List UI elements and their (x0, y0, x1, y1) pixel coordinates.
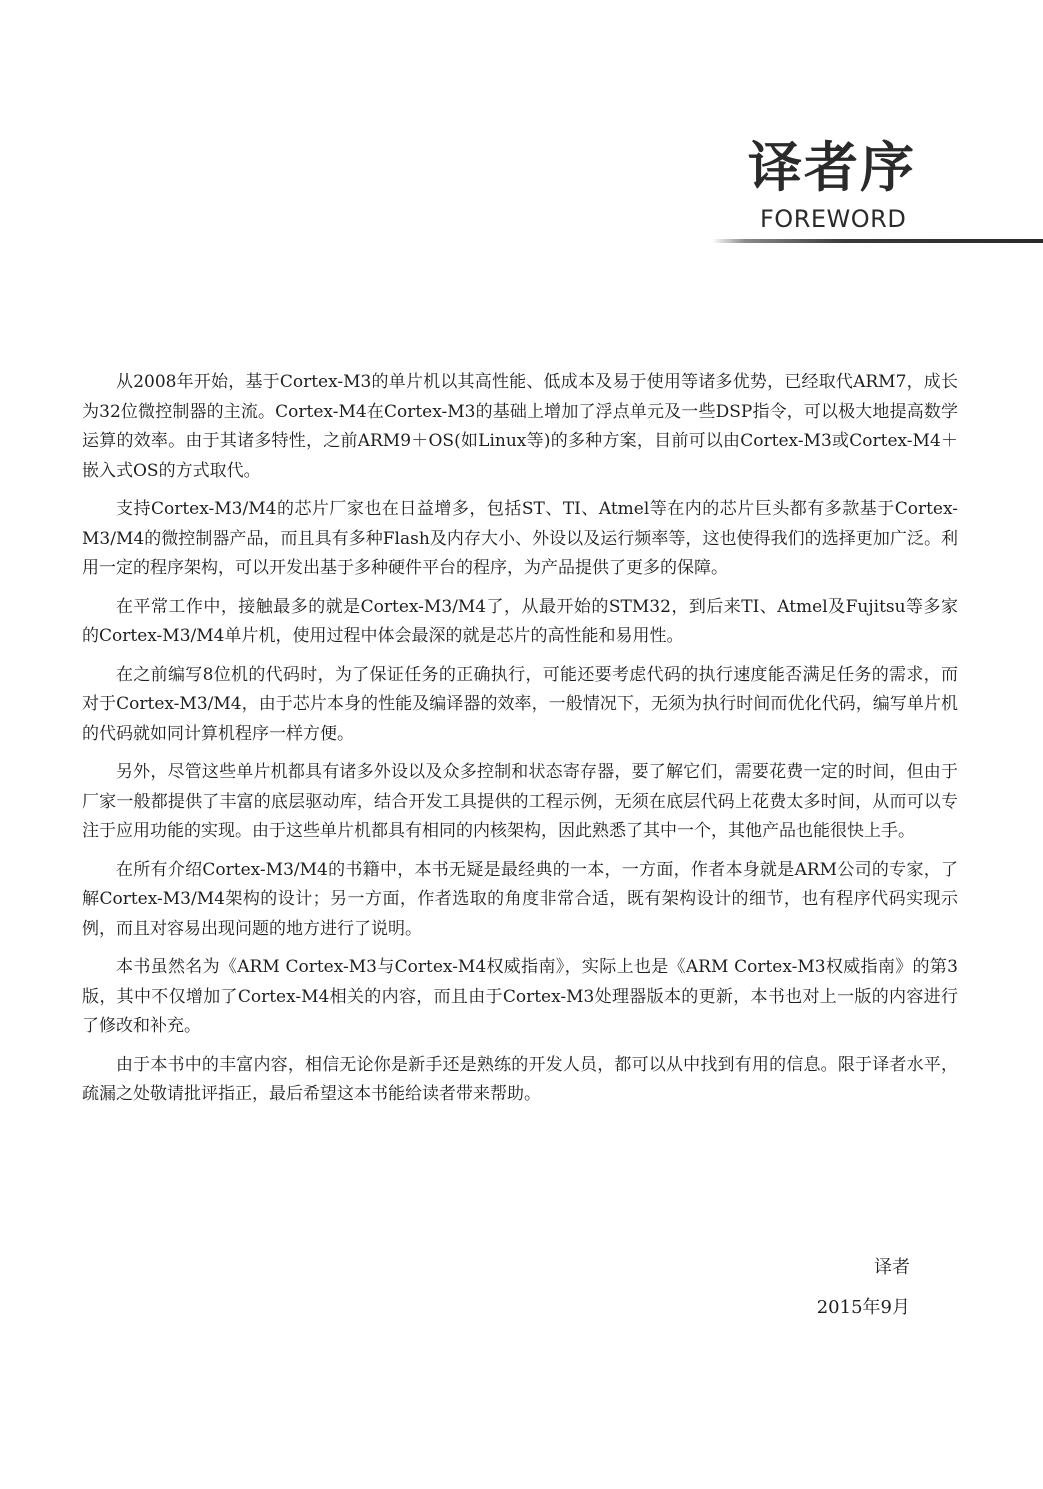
paragraph: 支持Cortex-M3/M4的芯片厂家也在日益增多，包括ST、TI、Atmel等在内的芯片巨头都有多款基于Cortex-M3/M4的微控制器产品，而且具有多种Flash及内存大小、外设以及运行频率等，这也使得我们的选择更加广泛。利用一定的程序架构，可以开发出基于多种硬件平台的程序，为产品提供了更多的保障。 (82, 499, 958, 578)
paragraph: 由于本书中的丰富内容，相信无论你是新手还是熟练的开发人员，都可以从中找到有用的信息。限于译者水平，疏漏之处敬请批评指正，最后希望这本书能给读者带来帮助。 (82, 1054, 958, 1104)
paragraph: 在之前编写8位机的代码时，为了保证任务的正确执行，可能还要考虑代码的执行速度能否满足任务的需求，而对于Cortex-M3/M4，由于芯片本身的性能及编译器的效率，一般情况下，无须为执行时间而优化代码，编写单片机的代码就如同计算机程序一样方便。 (82, 664, 958, 744)
header-divider (712, 239, 1043, 243)
signature-author: 译者 (874, 1257, 910, 1278)
paragraph: 从2008年开始，基于Cortex-M3的单片机以其高性能、低成本及易于使用等诸多优势，已经取代ARM7，成长为32位微控制器的主流。Cortex-M4在Cortex-M3的基础上增加了浮点单元及一些DSP指令，可以极大地提高数学运算的效率。由于其诸多特性，之前ARM9＋OS(如Linux等)的多种方案，目前可以由Cortex-M3或Cortex-M4＋嵌入式OS的方式取代。 (82, 372, 958, 481)
paragraph: 在平常工作中，接触最多的就是Cortex-M3/M4了，从最开始的STM32，到后来TI、Atmel及Fujitsu等多家的Cortex-M3/M4单片机，使用过程中体会最深的就是芯片的高性能和易用性。 (82, 596, 958, 646)
page-subtitle: FOREWORD (760, 205, 907, 233)
signature-date: 2015年9月 (816, 1297, 910, 1318)
page-title: 译者序 (748, 136, 916, 199)
paragraph: 本书虽然名为《ARM Cortex-M3与Cortex-M4权威指南》，实际上也是《ARM Cortex-M3权威指南》的第3版，其中不仅增加了Cortex-M4相关的内容，而且由于Cortex-M3处理器版本的更新，本书也对上一版的内容进行了修改和补充。 (82, 957, 958, 1036)
paragraph: 在所有介绍Cortex-M3/M4的书籍中，本书无疑是最经典的一本，一方面，作者本身就是ARM公司的专家，了解Cortex-M3/M4架构的设计；另一方面，作者选取的角度非常合适，既有架构设计的细节，也有程序代码实现示例，而且对容易出现问题的地方进行了说明。 (82, 859, 958, 939)
foreword-body (82, 368, 958, 1119)
paragraph: 另外，尽管这些单片机都具有诸多外设以及众多控制和状态寄存器，要了解它们，需要花费一定的时间，但由于厂家一般都提供了丰富的底层驱动库，结合开发工具提供的工程示例，无须在底层代码上花费太多时间，从而可以专注于应用功能的实现。由于这些单片机都具有相同的内核架构，因此熟悉了其中一个，其他产品也能很快上手。 (82, 762, 958, 841)
signature-block (780, 1248, 910, 1328)
